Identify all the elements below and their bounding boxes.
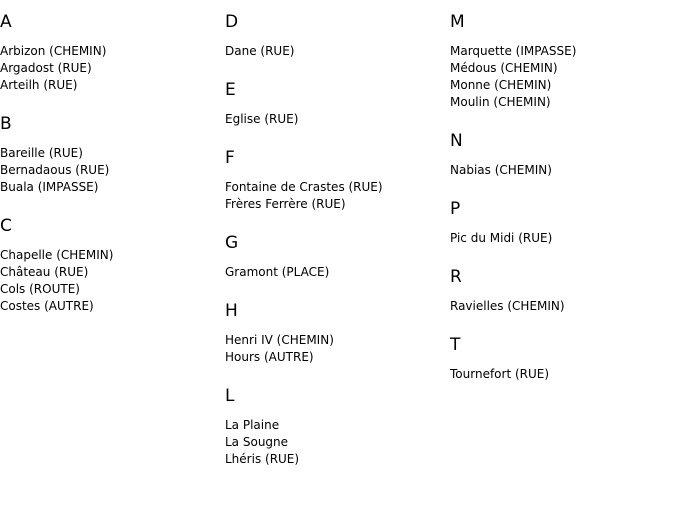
group-spacer xyxy=(225,213,450,232)
street-list xyxy=(225,417,450,468)
street-list xyxy=(225,111,450,128)
street-entry-link[interactable]: Arbizon (CHEMIN) xyxy=(0,44,107,58)
letter-heading: G xyxy=(225,233,239,253)
street-entry-link[interactable]: Gramont (PLACE) xyxy=(225,265,330,279)
letter-heading: F xyxy=(225,148,235,168)
letter-group-b xyxy=(0,113,225,196)
street-entry-link[interactable]: Monne (CHEMIN) xyxy=(450,78,552,92)
street-entry-link[interactable]: La Sougne xyxy=(225,435,289,449)
street-entry-link[interactable]: Nabias (CHEMIN) xyxy=(450,163,552,177)
group-spacer xyxy=(0,94,225,113)
group-spacer xyxy=(225,60,450,79)
street-list xyxy=(0,145,225,196)
letter-group-n xyxy=(450,130,675,179)
street-list xyxy=(225,264,450,281)
street-entry-link[interactable]: Bareille (RUE) xyxy=(0,146,83,160)
street-entry-link[interactable]: Argadost (RUE) xyxy=(0,61,92,75)
street-entry-link[interactable]: Ravielles (CHEMIN) xyxy=(450,299,565,313)
street-entry-link[interactable]: Château (RUE) xyxy=(0,265,89,279)
group-spacer xyxy=(450,247,675,266)
street-entry-link[interactable]: Moulin (CHEMIN) xyxy=(450,95,551,109)
street-entry-link[interactable]: Médous (CHEMIN) xyxy=(450,61,558,75)
street-list xyxy=(450,366,675,383)
street-entry-link[interactable]: Bernadaous (RUE) xyxy=(0,163,110,177)
letter-heading: P xyxy=(450,199,461,219)
letter-heading: M xyxy=(450,12,465,32)
group-spacer xyxy=(225,281,450,300)
street-entry-link[interactable]: Buala (IMPASSE) xyxy=(0,180,99,194)
street-entry-link[interactable]: Eglise (RUE) xyxy=(225,112,299,126)
letter-heading: A xyxy=(0,12,12,32)
street-list xyxy=(450,162,675,179)
street-list xyxy=(450,230,675,247)
street-entry-link[interactable]: Pic du Midi (RUE) xyxy=(450,231,553,245)
letter-heading: N xyxy=(450,131,463,151)
group-spacer xyxy=(450,315,675,334)
street-list xyxy=(225,179,450,213)
street-entry-link[interactable]: Chapelle (CHEMIN) xyxy=(0,248,114,262)
street-list xyxy=(0,247,225,315)
letter-heading: E xyxy=(225,80,236,100)
street-entry-link[interactable]: Dane (RUE) xyxy=(225,44,295,58)
letter-group-m xyxy=(450,11,675,111)
street-entry-link[interactable]: Frères Ferrère (RUE) xyxy=(225,197,346,211)
letter-group-e xyxy=(225,79,450,128)
letter-group-r xyxy=(450,266,675,315)
street-list xyxy=(0,43,225,94)
letter-heading: H xyxy=(225,301,238,321)
street-list xyxy=(225,43,450,60)
letter-heading: R xyxy=(450,267,462,287)
street-list xyxy=(225,332,450,366)
letter-group-a xyxy=(0,11,225,94)
street-entry-link[interactable]: Henri IV (CHEMIN) xyxy=(225,333,334,347)
group-spacer xyxy=(225,366,450,385)
letter-heading: C xyxy=(0,216,12,236)
letter-heading: L xyxy=(225,386,235,406)
letter-group-c xyxy=(0,215,225,315)
letter-group-f xyxy=(225,147,450,213)
group-spacer xyxy=(0,196,225,215)
index-column-3 xyxy=(450,11,675,383)
group-spacer xyxy=(225,128,450,147)
street-entry-link[interactable]: Lhéris (RUE) xyxy=(225,452,300,466)
letter-group-p xyxy=(450,198,675,247)
letter-group-l xyxy=(225,385,450,468)
street-entry-link[interactable]: Fontaine de Crastes (RUE) xyxy=(225,180,383,194)
letter-group-t xyxy=(450,334,675,383)
street-list xyxy=(450,298,675,315)
letter-heading: D xyxy=(225,12,239,32)
group-spacer xyxy=(450,179,675,198)
letter-heading: B xyxy=(0,114,12,134)
street-entry-link[interactable]: Marquette (IMPASSE) xyxy=(450,44,577,58)
group-spacer xyxy=(450,111,675,130)
index-column-1 xyxy=(0,11,225,315)
street-entry-link[interactable]: Hours (AUTRE) xyxy=(225,350,314,364)
street-entry-link[interactable]: Arteilh (RUE) xyxy=(0,78,78,92)
letter-heading: T xyxy=(450,335,461,355)
letter-group-h xyxy=(225,300,450,366)
index-column-2 xyxy=(225,11,450,468)
letter-group-d xyxy=(225,11,450,60)
street-entry-link[interactable]: La Plaine xyxy=(225,418,280,432)
street-entry-link[interactable]: Costes (AUTRE) xyxy=(0,299,94,313)
street-entry-link[interactable]: Tournefort (RUE) xyxy=(450,367,550,381)
street-entry-link[interactable]: Cols (ROUTE) xyxy=(0,282,80,296)
letter-group-g xyxy=(225,232,450,281)
street-list xyxy=(450,43,675,111)
